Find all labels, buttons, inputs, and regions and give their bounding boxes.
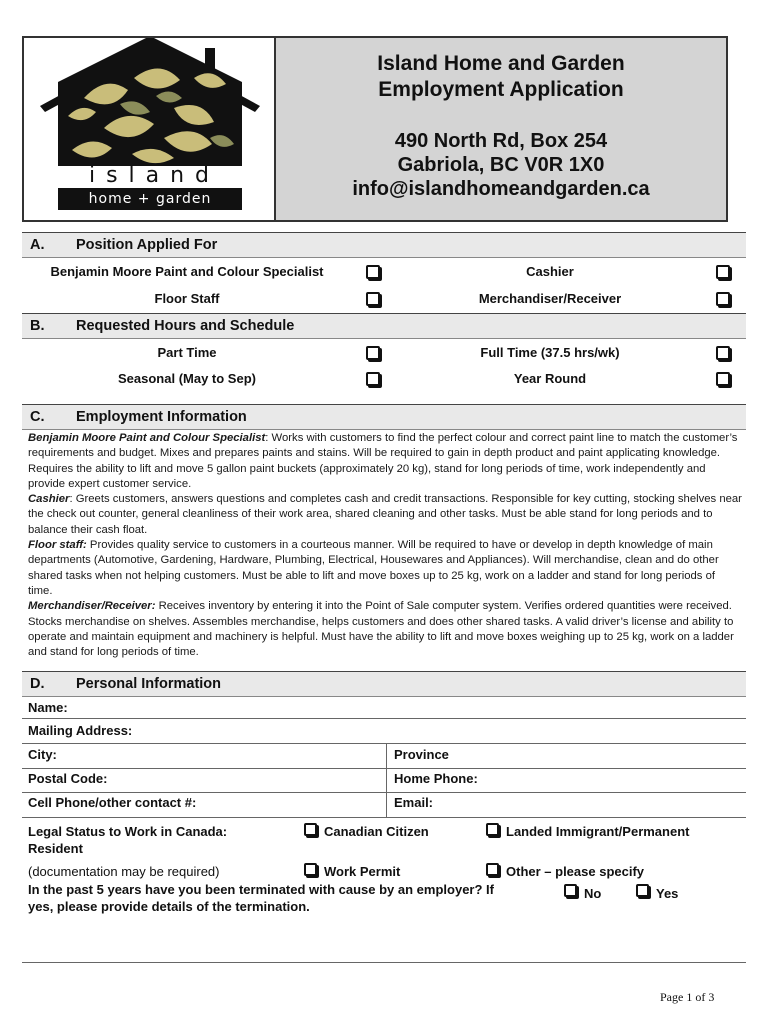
section-a-header <box>22 232 746 258</box>
section-title: Personal Information <box>76 676 222 692</box>
option-floor-staff: Floor Staff <box>154 291 220 306</box>
checkbox-landed-immigrant[interactable] <box>486 823 499 836</box>
checkbox-full-time[interactable] <box>716 346 730 360</box>
address-line-2: Gabriola, BC V0R 1X0 <box>397 154 605 176</box>
logo-subtitle: home + garden <box>58 188 242 210</box>
option-canadian-citizen: Canadian Citizen <box>324 824 429 839</box>
checkbox-canadian-citizen[interactable] <box>304 823 317 836</box>
logo-area <box>24 38 276 220</box>
desc-merchandiser: Merchandiser/Receiver: Receives inventory by entering it into the Point of Sale computer system. Verifies ordered quantities were received. Stocks merchandise on shelves. Assembles merchandise, helps customers and does other shared tasks. A valid driver’s license and ability to operate and maintain equipment and machinery is helpful. Must have the ability to lift and move boxes weighing up to 25 kg, work on a ladder and stand for long periods of time. <box>28 600 734 659</box>
checkbox-paint-specialist[interactable] <box>366 265 380 279</box>
section-letter: A. <box>30 237 45 253</box>
option-paint-specialist: Benjamin Moore Paint and Colour Specialist <box>50 264 324 279</box>
desc-paint-specialist: Benjamin Moore Paint and Colour Specialist: Works with customers to find the perfect colour and correct paint line to match the customer’s requirements and budget. Mixes and prepares paints and stains. Will be required to gain in depth product and paint applicating knowledge. Requires the ability to lift and move 5 gallon paint buckets (approximately 20 kg), stand for long periods of time, work independently and provide expert customer service. <box>28 432 738 490</box>
legal-status-label: Legal Status to Work in Canada: <box>28 824 228 839</box>
section-letter: D. <box>30 676 45 692</box>
option-year-round: Year Round <box>513 371 587 386</box>
resident-label: Resident <box>28 841 83 856</box>
termination-details-field[interactable] <box>22 962 746 963</box>
checkbox-no[interactable] <box>564 884 577 897</box>
address-line-1: 490 North Rd, Box 254 <box>394 130 608 152</box>
checkbox-cashier[interactable] <box>716 265 730 279</box>
option-landed-immigrant: Landed Immigrant/Permanent <box>506 824 690 839</box>
home-phone-label: Home Phone: <box>394 771 478 786</box>
cell-phone-label: Cell Phone/other contact #: <box>28 795 197 810</box>
title-block <box>276 38 726 220</box>
section-d-header <box>22 671 746 697</box>
section-title: Employment Information <box>76 409 247 425</box>
form-title: Employment Application <box>378 78 624 101</box>
section-letter: B. <box>30 318 45 334</box>
option-merchandiser: Merchandiser/Receiver <box>478 291 622 306</box>
email-label: Email: <box>394 795 434 810</box>
job-descriptions <box>28 431 742 660</box>
city-province-field[interactable] <box>22 768 746 769</box>
termination-question: In the past 5 years have you been terminated with cause by an employer? If <box>28 882 494 897</box>
mailing-address-label: Mailing Address: <box>28 723 133 738</box>
postal-code-label: Postal Code: <box>28 771 108 786</box>
company-title: Island Home and Garden <box>377 52 625 75</box>
name-label: Name: <box>28 700 68 715</box>
option-cashier: Cashier <box>526 264 574 279</box>
city-label: City: <box>28 747 57 762</box>
checkbox-floor-staff[interactable] <box>366 292 380 306</box>
checkbox-part-time[interactable] <box>366 346 380 360</box>
postal-phone-field[interactable] <box>22 792 746 793</box>
desc-cashier: Cashier: Greets customers, answers questions and completes cash and credit transactions. Responsible for key cutting, stocking shelves near the check out counter, general cleanliness of their work area, shared cleaning and other tasks. Must be able stand for long periods and to balance their cash float. <box>28 493 742 536</box>
checkbox-other[interactable] <box>486 863 499 876</box>
checkbox-work-permit[interactable] <box>304 863 317 876</box>
option-no: No <box>584 886 602 901</box>
section-title: Position Applied For <box>76 237 218 253</box>
checkbox-merchandiser[interactable] <box>716 292 730 306</box>
documentation-note: (documentation may be required) <box>28 864 220 879</box>
section-c-header <box>22 404 746 430</box>
section-title: Requested Hours and Schedule <box>76 318 295 334</box>
checkbox-seasonal[interactable] <box>366 372 380 386</box>
logo-word: i s l a n d <box>88 163 212 188</box>
contact-email: info@islandhomeandgarden.ca <box>352 178 650 200</box>
section-b-header <box>22 313 746 339</box>
name-field[interactable] <box>22 718 746 719</box>
cell-email-field[interactable] <box>22 817 746 818</box>
section-letter: C. <box>30 409 45 425</box>
option-part-time: Part Time <box>157 345 217 360</box>
option-seasonal: Seasonal (May to Sep) <box>118 371 256 386</box>
termination-question-cont: yes, please provide details of the termination. <box>28 899 310 914</box>
option-other: Other – please specify <box>506 864 645 879</box>
option-yes: Yes <box>656 886 679 901</box>
province-label: Province <box>394 747 449 762</box>
checkbox-yes[interactable] <box>636 884 649 897</box>
page-number: Page 1 of 3 <box>660 990 715 1004</box>
checkbox-year-round[interactable] <box>716 372 730 386</box>
option-work-permit: Work Permit <box>324 864 401 879</box>
mailing-address-field[interactable] <box>22 743 746 744</box>
desc-floor-staff: Floor staff: Provides quality service to customers in a courteous manner. Will be required to have or develop in depth knowledge of main departments (Automotive, Gardening, Hardware, Plumbing, Electrical, Housewares and Appliances). Will merchandise, clean and do other shared tasks when not helping customers. Must be able to lift and move boxes up to 25 kg, work on a ladder and stand for long periods of time. <box>28 539 719 597</box>
field-divider <box>386 743 387 817</box>
option-full-time: Full Time (37.5 hrs/wk) <box>480 345 620 360</box>
